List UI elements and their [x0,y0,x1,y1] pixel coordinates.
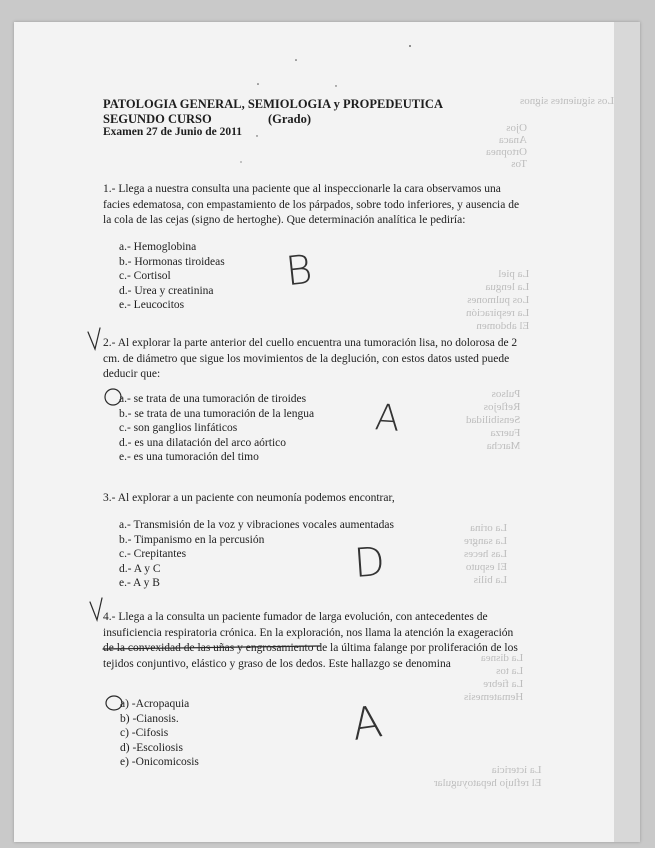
option: d.- A y C [119,562,161,575]
option: b.- se trata de una tumoración de la lengua [119,407,315,420]
option: a.- Hemoglobina [119,241,197,253]
speck [409,45,411,47]
option: a.- Transmisión de la voz y vibraciones vocales aumentadas [119,519,394,531]
underline [103,646,320,649]
option: b.- Hormonas tiroideas [119,255,225,268]
tick-mark [90,598,102,620]
question-2-text: 2.- Al explorar la parte anterior del cuello encuentra una tumoración lisa, no dolorosa de 2 cm. de diámetro que sigue los movimientos de la deglución, con estos datos usted puede deducir que: [103,337,518,380]
answer-circle [105,389,121,405]
show-through-text: La piel La lengua Los pulmones La respiración El abdomen [466,268,530,332]
option: b) -Cianosis. [120,712,179,725]
show-through-text: La disnea La tos La fiebre Hematemesis [464,652,524,703]
option: c.- Crepitantes [119,548,187,560]
speck [335,85,336,86]
option: e.- Leucocitos [119,299,185,311]
speck [295,59,297,61]
option: d) -Escoliosis [120,741,183,754]
exam-date: Examen 27 de Junio de 2011 [103,126,242,138]
option: e.- es una tumoración del timo [119,451,259,463]
question-4-text: 4.- Llega a la consulta un paciente fumador de larga evolución, con antecedentes de insuficiencia respiratoria crónica. En la exploración, nos llama la atención la exageración de la convexidad de las uñas y engrosamiento de la última falange por proliferación de los tejidos conjuntivo, elástico y graso de los dedos. Este hallazgo se denomina [103,611,518,670]
question-1-text: 1.- Llega a nuestra consulta una paciente que al inspeccionarle la cara observamos una facies edematosa, con empastamiento de los párpados, sobre todo inferiores, y ausencia de la cola de las cejas (signo de hertoghe). Que determinación analítica le pediría: [103,183,520,226]
answer-circle [106,696,122,710]
option: b.- Timpanismo en la percusión [119,533,265,546]
handwritten-answer: A [348,696,386,751]
option: e.- A y B [119,577,160,589]
show-through-text: Ojos Anaca Ortopnea Tos [486,122,527,170]
course-label: SEGUNDO CURSO [103,112,212,126]
option: c.- son ganglios linfáticos [119,422,238,434]
option: e) -Onicomicosis [120,756,199,768]
degree-label: (Grado) [268,112,312,126]
show-through-text: La ictericia El reflujo hepatoyugular [434,764,542,789]
show-through-text: La orina La sangre Las heces El esputo La bilis [464,522,508,586]
speck [240,161,241,162]
pen-marks [14,22,640,842]
handwritten-answer: B [283,246,315,296]
tick-mark [88,328,100,349]
speck [256,135,257,136]
option: a) -Acropaquia [120,698,190,710]
option: a.- se trata de una tumoración de tiroides [119,393,307,405]
show-through-text: Pulsos Reflejos Sensibilidad Fuerza Marcha [466,388,521,452]
option: c) -Cifosis [120,727,169,739]
question-3-text: 3.- Al explorar a un paciente con neumonía podemos encontrar, [103,492,395,504]
handwritten-answer: A [373,397,402,440]
option: c.- Cortisol [119,270,171,282]
option: d.- Urea y creatinina [119,284,214,297]
speck [257,83,259,85]
exam-page [14,22,640,842]
show-through-text: Los siguientes signos [520,95,615,107]
option: d.- es una dilatación del arco aórtico [119,436,286,449]
exam-title: PATOLOGIA GENERAL, SEMIOLOGIA y PROPEDEUTICA [103,97,443,111]
handwritten-answer: D [352,538,387,588]
